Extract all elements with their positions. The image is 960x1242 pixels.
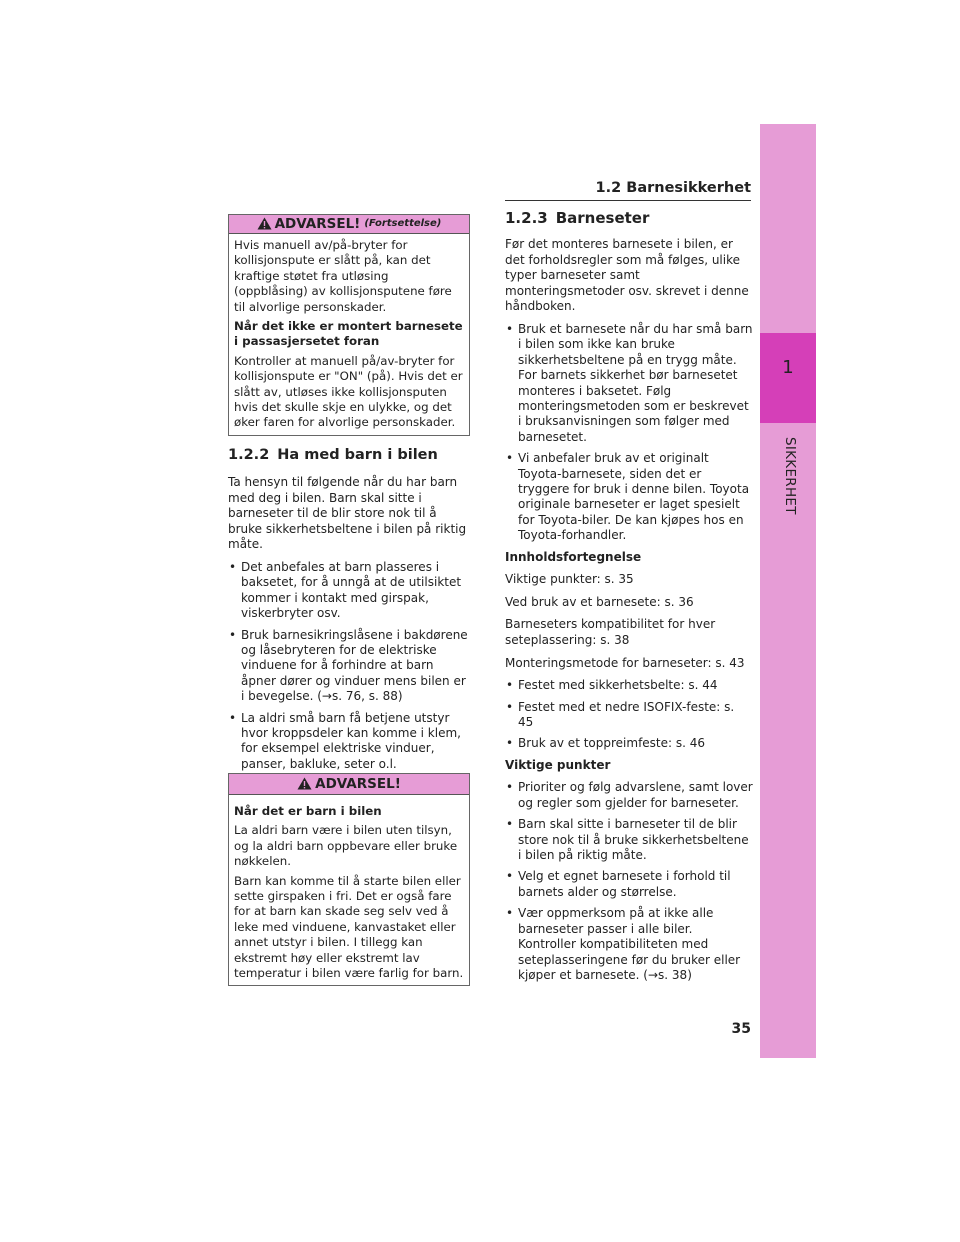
chapter-label: SIKKERHET <box>782 437 798 515</box>
list-item: • Vær oppmerksom på at ikke alle barneseter passer i alle biler. Kontroller kompatibiliteten med seteplasseringene før du bruker eller kjøper et barnesete. (→s. 38) <box>505 906 753 983</box>
section-title: Ha med barn i bilen <box>277 447 438 463</box>
warning-paragraph: Hvis manuell av/på-bryter for kollisjonspute er slått på, kan det kraftige støtet fra utløsing (oppblåsing) av kollisjonsputene føre til alvorlige personskader. <box>234 238 452 314</box>
warning-header <box>229 215 469 234</box>
toc-sub-list <box>505 678 753 752</box>
running-header: 1.2 Barnesikkerhet <box>595 180 751 196</box>
side-tab <box>760 124 816 1058</box>
section-1-2-3-body <box>505 237 753 989</box>
section-number: 1.2.3 <box>505 209 548 227</box>
toc-item[interactable]: Barneseters kompatibilitet for hver seteplassering: s. 38 <box>505 617 716 648</box>
toc-sub-item[interactable]: • Bruk av et toppreimfeste: s. 46 <box>505 736 753 751</box>
section-title: Barneseter <box>555 209 650 227</box>
warning-box-continued <box>228 214 470 436</box>
toc-sub-item[interactable]: • Festet med sikkerhetsbelte: s. 44 <box>505 678 753 693</box>
chapter-number: 1 <box>782 357 794 378</box>
key-points-heading: Viktige punkter <box>505 757 611 772</box>
toc-item[interactable]: Monteringsmetode for barneseter: s. 43 <box>505 655 745 670</box>
list-item: • Velg et egnet barnesete i forhold til barnets alder og størrelse. <box>505 869 753 900</box>
toc-sub-item[interactable]: • Festet med et nedre ISOFIX-feste: s. 45 <box>505 700 753 731</box>
list-item: • La aldri små barn få betjene utstyr hvor kroppsdeler kan komme i klem, for eksempel elektriske vinduer, panser, bakluke, seter o.l. <box>228 711 470 773</box>
toc-item[interactable]: Viktige punkter: s. 35 <box>505 572 634 587</box>
page-number: 35 <box>731 1021 751 1037</box>
warning-body <box>229 234 469 440</box>
intro-paragraph: Ta hensyn til følgende når du har barn med deg i bilen. Barn skal sitte i barneseter til de blir store nok til å bruke sikkerhetsbeltene i bilen på riktig måte. <box>228 475 467 552</box>
warning-body <box>229 795 469 990</box>
warning-title: ADVARSEL! <box>315 776 401 792</box>
section-heading-1-2-2 <box>228 447 438 463</box>
warning-subheading: Når det ikke er montert barnesete i passasjersetet foran <box>234 319 463 349</box>
list-item: • Bruk et barnesete når du har små barn i bilen som ikke kan bruke sikkerhetsbeltene på en trygg måte. For barnets sikkerhet bør barnesetet monteres i baksetet. Følg monteringsmetoden som er beskrevet i bruksanvisningen som følger med barnesetet. <box>505 322 753 445</box>
list-item: • Det anbefales at barn plasseres i baksetet, for å unngå at de utilsiktet kommer i kontakt med girspak, viskerbryter osv. <box>228 560 470 622</box>
section-heading-1-2-3 <box>505 209 649 227</box>
warning-box-children <box>228 773 470 986</box>
header-rule <box>505 200 751 201</box>
warning-triangle-icon <box>257 217 272 230</box>
list-item: • Vi anbefaler bruk av et originalt Toyota-barnesete, siden det er tryggere for bruk i denne bilen. Toyota originale barneseter er laget spesielt for Toyota-biler. De kan kjøpes hos en Toyota-forhandler. <box>505 451 753 543</box>
intro-paragraph: Før det monteres barnesete i bilen, er det forholdsregler som må følges, ulike typer barneseter samt monteringsmetoder osv. skrevet i denne håndboken. <box>505 237 749 314</box>
key-points-list <box>505 780 753 983</box>
list-item: • Bruk barnesikringslåsene i bakdørene og låsebryteren for de elektriske vinduene for å forhindre at barn åpner dører og vinduer mens bilen er i bevegelse. (→s. 76, s. 88) <box>228 628 470 705</box>
section-number: 1.2.2 <box>228 447 270 463</box>
warning-title: ADVARSEL! <box>274 216 361 232</box>
list-item: • Barn skal sitte i barneseter til de blir store nok til å bruke sikkerhetsbeltene i bilen på riktig måte. <box>505 817 753 863</box>
chapter-number-tab[interactable] <box>760 333 816 423</box>
toc-item[interactable]: Ved bruk av et barnesete: s. 36 <box>505 594 694 609</box>
warning-paragraph: Barn kan komme til å starte bilen eller sette girspaken i fri. Det er også fare for at barn kan skade seg selv ved å leke med vinduene, kanvastaket eller annet utstyr i bilen. I tillegg kan ekstremt høy eller ekstremt lav temperatur i bilen være farlig for barn. <box>234 873 464 981</box>
warning-paragraph: La aldri barn være i bilen uten tilsyn, og la aldri barn oppbevare eller bruke nøkkelen. <box>234 823 458 869</box>
bullet-list <box>228 560 470 772</box>
chapter-label-tab <box>760 437 816 557</box>
list-item: • Prioriter og følg advarslene, samt lover og regler som gjelder for barneseter. <box>505 780 753 811</box>
bullet-list <box>505 322 753 544</box>
warning-triangle-icon <box>297 777 312 790</box>
warning-continued-label: (Fortsettelse) <box>364 218 442 229</box>
warning-header <box>229 774 469 795</box>
section-1-2-2-body <box>228 475 470 778</box>
toc-heading: Innholdsfortegnelse <box>505 549 642 564</box>
warning-subheading: Når det er barn i bilen <box>234 804 382 818</box>
warning-paragraph: Kontroller at manuell på/av-bryter for kollisjonspute er "ON" (på). Hvis det er slått av, utløses ikke kollisjonsputen hvis det skulle skje en ulykke, og det øker faren for alvorlige personskader. <box>234 353 463 430</box>
